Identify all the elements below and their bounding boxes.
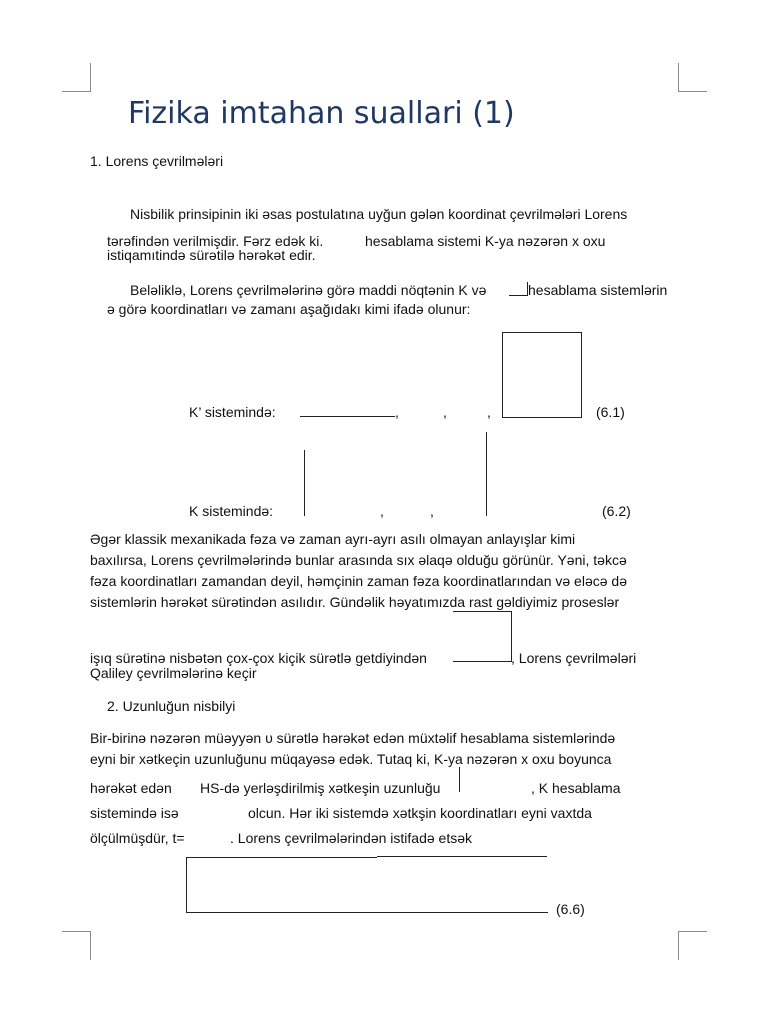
formula-placeholder-line [377, 856, 547, 857]
paragraph-line: istiqamıtində sürətilə hərəkət edir. [107, 247, 316, 263]
paragraph-line: Qaliley çevrilmələrinə keçir [90, 665, 257, 681]
equation-number: (6.1) [596, 404, 625, 420]
paragraph-line: HS-də yerləşdirilmiş xətkeşin uzunluğu [200, 780, 441, 796]
paragraph-line: Nisbilik prinsipinin iki əsas postulatına uyğun gələn koordinat çevrilmələri Lorens [130, 206, 628, 222]
paragraph-line: Əgər klassik mexanikada fəza və zaman ayrı-ayrı asılı olmayan anlayışlar kimi [90, 531, 576, 547]
paragraph-line: fəza koordinatları zamandan deyil, həmçinin zaman fəza koordinatlarından və eləcə də [90, 573, 627, 589]
formula-placeholder-line [186, 912, 548, 913]
equation-comma: , [487, 404, 491, 420]
page-title: Fizika imtahan suallari (1) [128, 96, 515, 131]
formula-placeholder-line [509, 295, 527, 296]
paragraph-line: Beləliklə, Lorens çevrilmələrinə görə maddi nöqtənin K və [130, 282, 487, 298]
crop-mark-top-left-v [90, 63, 91, 92]
paragraph-line: Bir-birinə nəzərən müəyyən υ sürətlə hərəkət edən müxtəlif hesablama sistemlərində [90, 730, 616, 746]
paragraph-line: hesablama sistemlərin [528, 282, 668, 298]
section-heading-length: 2. Uzunluğun nisbilyi [107, 698, 236, 714]
crop-mark-bottom-left-v [90, 931, 91, 960]
paragraph-line: tərəfindən verilmişdir. Fərz edək ki. [107, 233, 324, 249]
paragraph-line: hərəkət edən [90, 780, 172, 796]
section-heading-lorentz: 1. Lorens çevrilmələri [90, 153, 224, 169]
formula-placeholder-line [486, 432, 487, 516]
formula-placeholder-line [453, 661, 511, 662]
formula-placeholder-line [186, 857, 377, 858]
formula-placeholder-line [186, 857, 187, 913]
crop-mark-top-right-v [678, 63, 679, 92]
crop-mark-top-left-h [62, 91, 91, 92]
formula-placeholder-line [453, 611, 512, 612]
paragraph-line: ölçülmüşdür, t= [90, 830, 185, 846]
paragraph-line: eyni bir xətkeçin uzunluğunu müqayəsə edək. Tutaq ki, K-ya nəzərən x oxu boyunca [90, 751, 612, 767]
paragraph-line: baxılırsa, Lorens çevrilmələrində bunlar arasında sıx əlaqə olduğu görünür. Yəni, təkcə [90, 552, 627, 568]
crop-mark-bottom-right-h [678, 931, 707, 932]
equation-comma: , [380, 503, 384, 519]
equation-number: (6.6) [556, 901, 585, 917]
equation-number: (6.2) [602, 503, 631, 519]
equation-label-k-prime: K’ sistemində: [189, 404, 276, 420]
paragraph-line: , K hesablama [531, 780, 621, 796]
equation-comma: , [430, 503, 434, 519]
crop-mark-bottom-right-v [678, 931, 679, 960]
crop-mark-bottom-left-h [62, 931, 91, 932]
paragraph-line: . Lorens çevrilmələrindən istifadə etsək [230, 830, 473, 846]
formula-placeholder-line [300, 416, 395, 417]
paragraph-line: ə görə koordinatları və zamanı aşağıdakı kimi ifadə olunur: [107, 301, 471, 317]
paragraph-line: hesablama sistemi K-ya nəzərən x oxu [365, 233, 606, 249]
equation-label-k: K sistemində: [189, 503, 274, 519]
formula-placeholder-line [459, 767, 460, 792]
paragraph-line: işıq sürətinə nisbətən çox-çox kiçik sürətlə getdiyindən [90, 650, 427, 666]
equation-comma: , [443, 404, 447, 420]
paragraph-line: , Lorens çevrilmələri [511, 650, 637, 666]
equation-comma: , [395, 404, 399, 420]
crop-mark-top-right-h [678, 91, 707, 92]
formula-placeholder-line [304, 450, 305, 516]
paragraph-line: olcun. Hər iki sistemdə xətkşin koordinatları eyni vaxtda [248, 805, 592, 821]
formula-placeholder-box [502, 332, 582, 418]
paragraph-line: sistemlərin hərəkət sürətindən asılıdır. Gündəlik həyatımızda rast gəldiyimiz proseslər [90, 594, 620, 610]
paragraph-line: sistemində isə [90, 805, 179, 821]
